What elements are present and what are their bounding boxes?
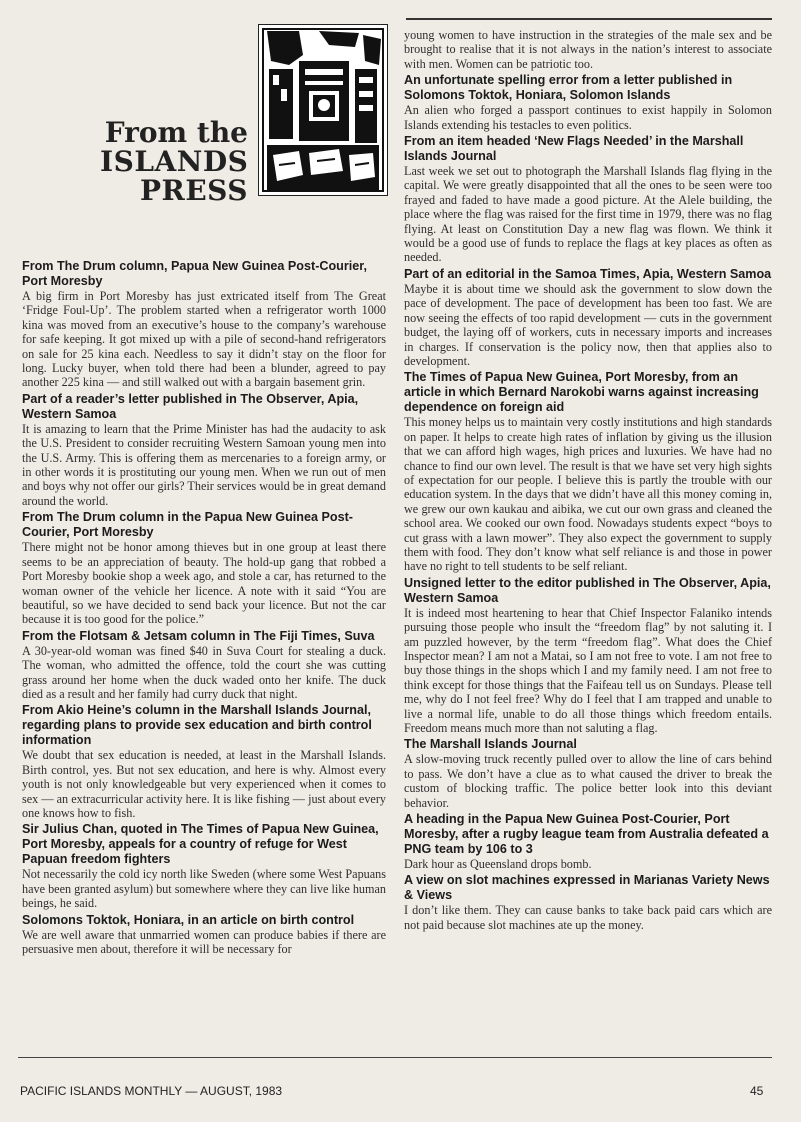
left-column [22, 259, 386, 958]
woodcut-illustration [258, 24, 388, 196]
press-item [404, 73, 772, 132]
bottom-rule [18, 1057, 772, 1058]
item-heading: From The Drum column, Papua New Guinea Post-Courier, Port Moresby [22, 259, 367, 288]
item-heading: A view on slot machines expressed in Marianas Variety News & Views [404, 873, 770, 903]
press-item [22, 629, 386, 702]
item-body: There might not be honor among thieves but in one group at least there seems to be an appreciation of beauty. The hold-up gang that robbed a Port Moresby bookie shop a week ago, and stole a car, has returned to the woman owner of the vehicle her licence. A note with it said “You are beautiful, so we have decided to send back your licence. But not the car because it is too good for the police.” [22, 540, 386, 627]
top-rule [406, 18, 772, 20]
press-item [22, 510, 386, 626]
item-heading: An unfortunate spelling error from a letter published in Solomons Toktok, Honiara, Solomon Islands [404, 73, 733, 103]
press-item [404, 370, 772, 573]
item-body: Last week we set out to photograph the Marshall Islands flag flying in the capital. We were greatly disappointed that all the ones to be seen were too frayed and faded to have made a good picture. At the Alele building, the place where the flag was raised for the first time in 1979, there was no flag flying. At least on Constitution Day a new flag was flown. We think it would be a good use of funds to replace the flags at key places as often as needed. [404, 164, 772, 265]
right-column [404, 28, 772, 934]
item-body: young women to have instruction in the strategies of the male sex and be brought to realise that it is not always in the nation’s interest to associate with men. Women can be patriotic too. [404, 28, 772, 71]
item-body: It is indeed most heartening to hear that Chief Inspector Falaniko intends pursuing those people who insult the “freedom flag” by not saluting it. I am puzzled however, by the term “freedom flag”. What does the Chief Inspector mean? I am not a Matai, so I am not free to vote. I am not free to buy those things in the shops which I and my family need. I am not free to think except for those things that the Faifeau tell us on Sundays. Please tell me, why do I not feel free? Why do I feel that I am trapped and unable to live a normal life, unable to do all those things which freedom entails. Freedom means much more than not saluting a flag. [404, 605, 772, 736]
press-item [404, 737, 772, 810]
press-item [404, 267, 772, 368]
press-item [22, 822, 386, 910]
item-body: Dark hour as Queensland drops bomb. [404, 857, 592, 872]
press-item [22, 392, 386, 508]
press-item [404, 576, 772, 736]
press-item [404, 28, 772, 71]
item-heading: A heading in the Papua New Guinea Post-Courier, Port Moresby, after a rugby league team from Australia defeated a PNG team by 106 to 3 [404, 812, 769, 857]
item-body: We are well aware that unmarried women can produce babies if there are persuasive men about, therefore it will be necessary for [22, 927, 386, 956]
item-heading: Part of a reader’s letter published in The Observer, Apia, Western Samoa [22, 391, 359, 421]
item-heading: The Times of Papua New Guinea, Port Moresby, from an article in which Bernard Narokobi warns against increasing dependence on foreign aid [404, 370, 759, 415]
section-title [100, 118, 248, 205]
item-heading: From The Drum column in the Papua New Guinea Post-Courier, Port Moresby [22, 510, 353, 540]
press-illustration-icon [259, 25, 387, 195]
press-item [22, 913, 386, 957]
item-body: Not necessarily the cold icy north like Sweden (where some West Papuans have been granted asylum) but somewhere where they can live like human beings, he said. [22, 867, 386, 911]
item-body: A big firm in Port Moresby has just extricated itself from The Great ‘Fridge Foul-Up’. The problem started when a refrigerator worth 1000 kina was moved from an executive’s house to the company’s warehouse for safe keeping. It got mixed up with a pile of second-hand refrigerators on sale for 25 kina each. Needless to say it didn’t stay on the floor for long. Lucky buyer, when told there had been a blunder, agreed to pay another 225 kina — and still walked out with a bargain basement grin. [22, 289, 386, 390]
item-body: I don’t like them. They can cause banks to take back paid cars which are not paid because slot machines ate up the money. [404, 903, 772, 932]
title-line-3: PRESS [140, 174, 248, 207]
item-heading: The Marshall Islands Journal [404, 737, 577, 752]
press-item [404, 134, 772, 265]
item-body: A slow-moving truck recently pulled over to allow the line of cars behind to pass. We don’t have a clue as to what caused the driver to break the custom of blocking traffic. The police better look into this deviant behavior. [404, 752, 772, 810]
item-heading: From the Flotsam & Jetsam column in The Fiji Times, Suva [22, 628, 375, 643]
title-line-2: ISLANDS [100, 145, 249, 178]
title-line-1: From the [104, 116, 248, 149]
item-body: This money helps us to maintain very costly institutions and high standards on paper. It helps to create high rates of inflation by giving us the illusion that we can afford high wages, high prices and luxuries. We have had no chance to find our own level. The result is that we have set very high sights of expectation for our people. I believe this is partly the trouble with our education system. In the days that we didn’t have all this money coming in, we grew our own kaukau and aibika, we cut our own grass and cleaned the school area. We cooked our own food. Nowadays students expect “boys to cut grass with a lawn mower”. They also expect the government to supply them with food. They don’t know what self reliance is and those in power have no right to tell students to be self reliant. [404, 415, 772, 574]
item-body: We doubt that sex education is needed, at least in the Marshall Islands. Birth control, yes. But not sex education, and here is why. Almost every youth is not only knowledgeable but very experienced when it comes to sex — an extracurricular activity here. It is like fishing — just about every one knows how to fish. [22, 748, 386, 820]
item-body: It is amazing to learn that the Prime Minister has had the audacity to ask the U.S. President to consider recruiting Western Samoan young men into the U.S. Army. This is offering them as mercenaries to a foreign army, or in other words it is prostituting our young men. When we run out of men and boys why not offer our girls? Their services would be in great demand around the world. [22, 421, 386, 508]
item-heading: Solomons Toktok, Honiara, in an article on birth control [22, 912, 355, 927]
item-heading: Unsigned letter to the editor published in The Observer, Apia, Western Samoa [404, 575, 771, 605]
footer-publication: PACIFIC ISLANDS MONTHLY — AUGUST, 1983 [20, 1084, 283, 1098]
item-body: An alien who forged a passport continues to exist happily in Solomon Islands extending his testacles to even politics. [404, 103, 772, 132]
press-item [404, 873, 772, 932]
item-heading: From an item headed ‘New Flags Needed’ in the Marshall Islands Journal [404, 134, 744, 164]
item-body: Maybe it is about time we should ask the government to slow down the pace of development. The pace of development has been too fast. We are now seeing the effects of too rapid development — cuts in the government budget, the laying off of workers, cuts in necessary imports and increases in charges. If conservation is the policy now, then that applies also to development. [404, 281, 772, 368]
press-item [404, 812, 772, 871]
item-heading: From Akio Heine’s column in the Marshall Islands Journal, regarding plans to provide sex education and birth control information [22, 703, 372, 748]
page-number: 45 [750, 1084, 764, 1098]
item-body: A 30-year-old woman was fined $40 in Suva Court for stealing a duck. The woman, who admitted the offence, told the court she was cutting grass around her home when the duck waded onto her knife. The duck died as a result and her family had curry duck that night. [22, 643, 386, 701]
press-item [22, 259, 386, 390]
press-item [22, 703, 386, 820]
item-heading: Part of an editorial in the Samoa Times, Apia, Western Samoa [404, 266, 772, 281]
item-heading: Sir Julius Chan, quoted in The Times of Papua New Guinea, Port Moresby, appeals for a country of refuge for West Papuan freedom fighters [22, 822, 379, 867]
